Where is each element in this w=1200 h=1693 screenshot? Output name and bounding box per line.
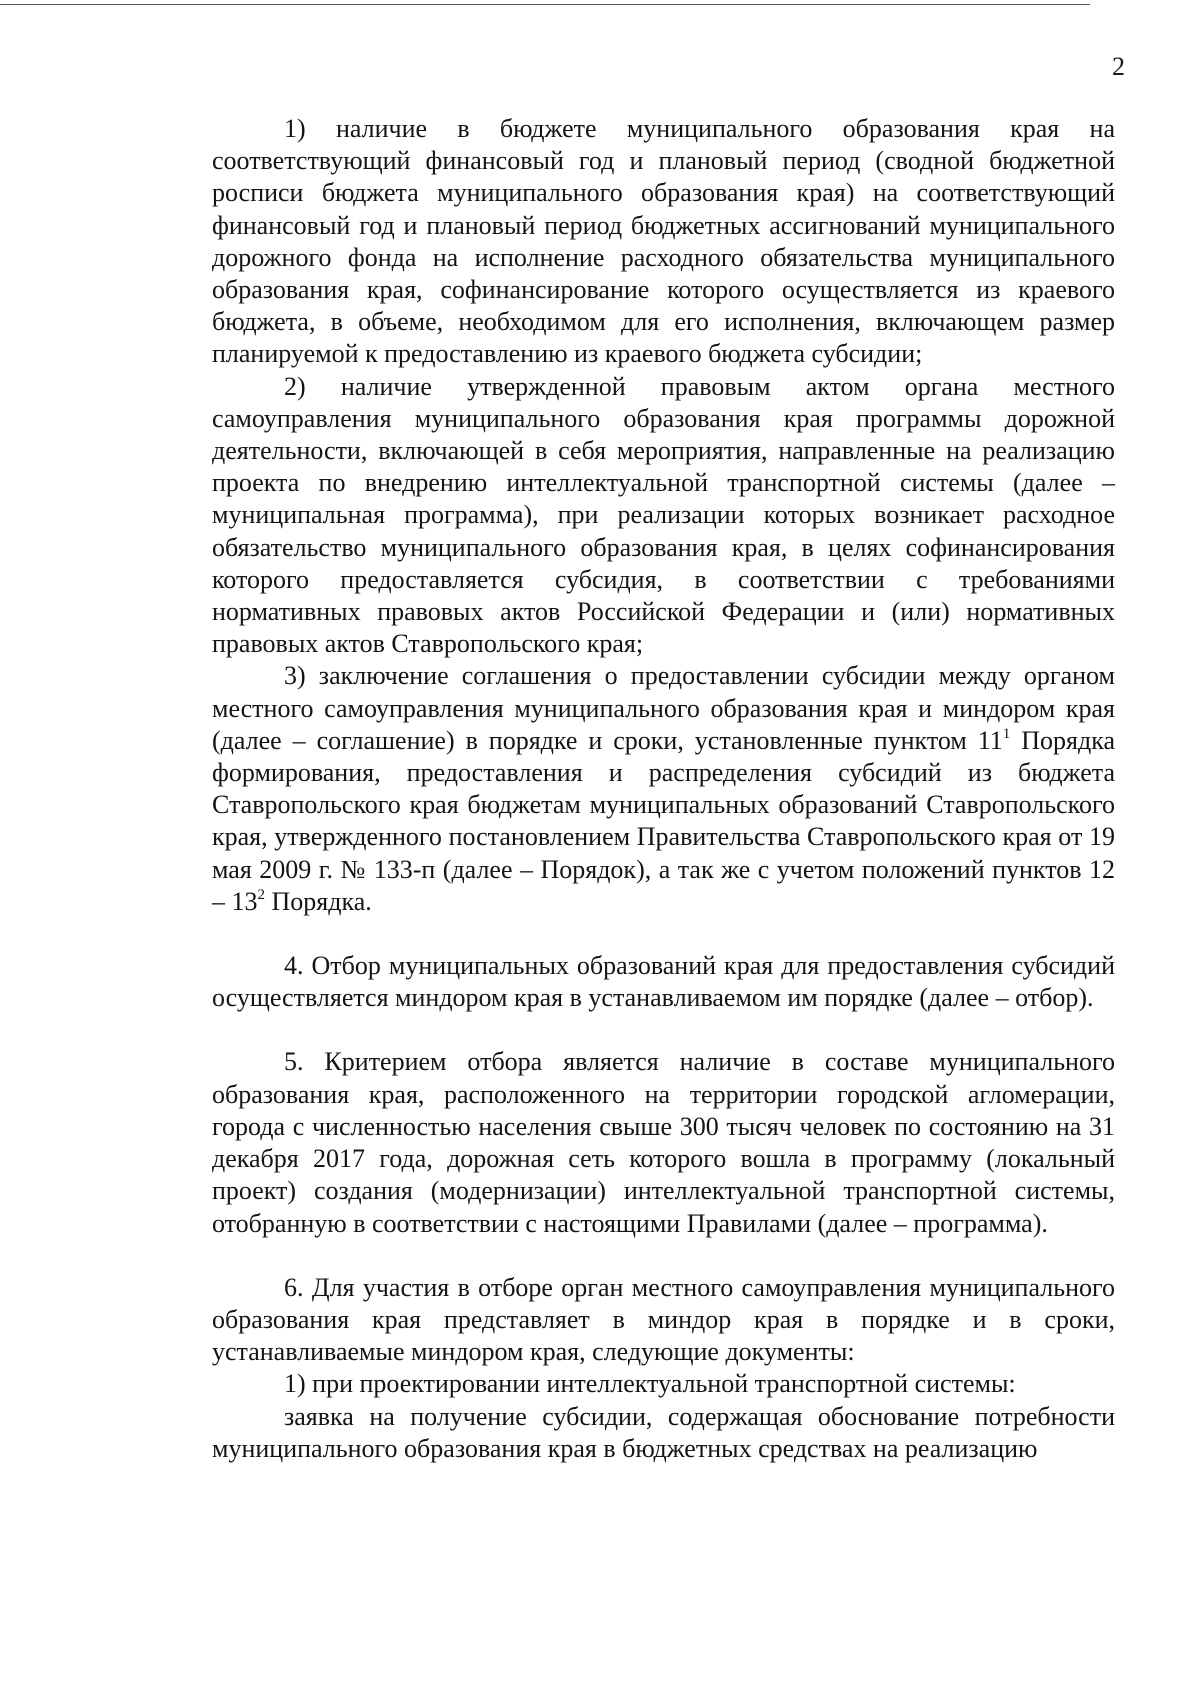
superscript-1: 1 — [1002, 725, 1011, 742]
paragraph-section-6-application: заявка на получение субсидии, содержащая обоснование потребности муниципального образования края в бюджетных средствах на реализацию — [212, 1401, 1115, 1463]
paragraph-section-5: 5. Критерием отбора является наличие в составе муниципального образования края, расположенного на территории городской агломерации, города с численностью населения свыше 300 тысяч человек по состоянию на 31 декабря 2017 года, дорожная сеть которого вошла в программу (локальный проект) создания (модернизации) интеллектуальной транспортной системы, отобранную в соответствии с настоящими Правилами (далее – программа). — [212, 1047, 1115, 1238]
paragraph-item-3-text-a: 3) заключение соглашения о предоставлении субсидии между органом местного самоуправления муниципального образования края и миндором края (далее – соглашение) в порядке и сроки, установленные пунктом 11 — [212, 661, 1115, 755]
superscript-2: 2 — [257, 886, 265, 903]
page-number: 2 — [1112, 52, 1125, 81]
paragraph-section-6: 6. Для участия в отборе орган местного самоуправления муниципального образования края представляет в миндор края в порядке и в сроки, устанавливаемые миндором края, следующие документы: — [212, 1272, 1115, 1367]
top-scan-rule — [0, 4, 1090, 5]
paragraph-section-4: 4. Отбор муниципальных образований края для предоставления субсидий осуществляется миндором края в устанавливаемом им порядке (далее – отбор). — [212, 951, 1115, 1013]
paragraph-item-2-program: 2) наличие утвержденной правовым актом органа местного самоуправления муниципального образования края программы дорожной деятельности, включающей в себя мероприятия, направленные на реализацию проекта по внедрению интеллектуальной транспортной системы (далее – муниципальная программа), при реализации которых возникает расходное обязательство муниципального образования края, в целях софинансирования которого предоставляется субсидия, в соответствии с требованиями нормативных правовых актов Российской Федерации и (или) нормативных правовых актов Ставропольского края; — [212, 371, 1115, 659]
paragraph-item-3-text-b: Порядка формирования, предоставления и распределения субсидий из бюджета Ставропольского края бюджетам муниципальных образований Ставропольского края, утвержденного постановлением Правительства Ставропольского края от 19 мая 2009 г. № 133-п (далее – Порядок), а так же с учетом положений пунктов 12 – 13 — [212, 725, 1115, 916]
paragraph-section-6-item-1: 1) при проектировании интеллектуальной транспортной системы: — [284, 1369, 1016, 1399]
document-body — [212, 113, 1115, 1465]
paragraph-item-1-budget: 1) наличие в бюджете муниципального образования края на соответствующий финансовый год и плановый период (сводной бюджетной росписи бюджета муниципального образования края) на соответствующий финансовый год и плановый период бюджетных ассигнований муниципального дорожного фонда на исполнение расходного обязательства муниципального образования края, софинансирование которого осуществляется из краевого бюджета, в объеме, необходимом для его исполнения, включающем размер планируемой к предоставлению из краевого бюджета субсидии; — [212, 114, 1115, 369]
paragraph-item-3-agreement — [212, 660, 1115, 918]
paragraph-item-3-text-c: Порядка. — [265, 886, 372, 916]
